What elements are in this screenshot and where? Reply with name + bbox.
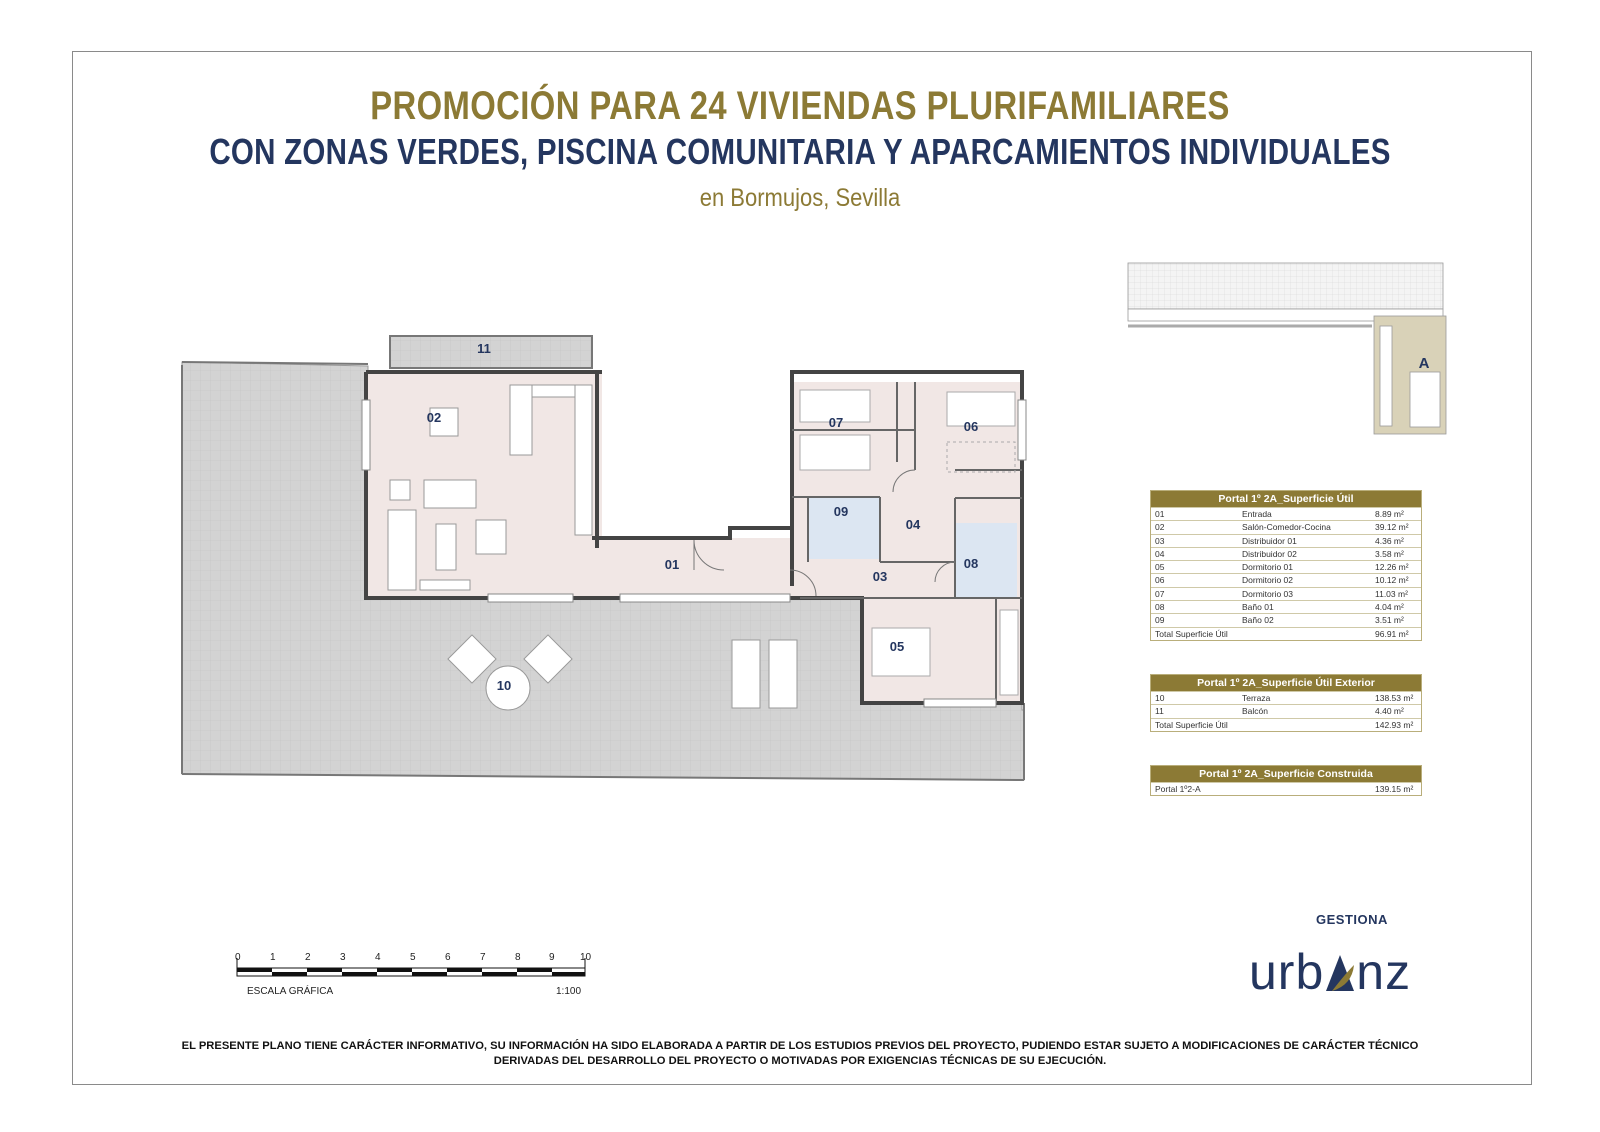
table-title: Portal 1º 2A_Superficie Útil [1151, 491, 1421, 507]
leaf-icon [1324, 947, 1356, 989]
room-label: 02 [426, 410, 442, 425]
surface-table-exterior [1150, 674, 1422, 732]
scale-tick: 6 [445, 952, 451, 963]
surface-table-util [1150, 490, 1422, 641]
page-title: PROMOCIÓN PARA 24 VIVIENDAS PLURIFAMILIARES [370, 84, 1230, 128]
table-row: 04 Distribuidor 02 3.58 m² [1151, 547, 1421, 560]
room-label: 08 [963, 556, 979, 571]
scale-tick: 7 [480, 952, 486, 963]
table-row: 06 Dormitorio 02 10.12 m² [1151, 573, 1421, 586]
room-label: 10 [496, 678, 512, 693]
room-label: 09 [833, 504, 849, 519]
table-row: 08 Baño 01 4.04 m² [1151, 600, 1421, 613]
scale-tick: 3 [340, 952, 346, 963]
page-subtitle: CON ZONAS VERDES, PISCINA COMUNITARIA Y APARCAMIENTOS INDIVIDUALES [209, 131, 1391, 172]
key-plan-label: A [1418, 355, 1430, 372]
scale-tick: 8 [515, 952, 521, 963]
balcony-11 [390, 336, 592, 368]
key-plan [1128, 263, 1446, 434]
brand-tagline: GESTIONA [1316, 912, 1388, 927]
room-label: 11 [477, 341, 491, 356]
scale-tick: 5 [410, 952, 416, 963]
table-row: 03 Distribuidor 01 4.36 m² [1151, 534, 1421, 547]
scale-tick: 2 [305, 952, 311, 963]
table-total-row: Total Superficie Útil 142.93 m² [1151, 718, 1421, 731]
scale-tick: 0 [235, 952, 241, 963]
scale-tick: 9 [549, 952, 555, 963]
scale-tick: 1 [270, 952, 276, 963]
table-row: 11 Balcón 4.40 m² [1151, 704, 1421, 717]
table-row: 10 Terraza 138.53 m² [1151, 691, 1421, 704]
table-row: 09 Baño 02 3.51 m² [1151, 613, 1421, 626]
table-row: 02 Salón-Comedor-Cocina 39.12 m² [1151, 520, 1421, 533]
room-label: 03 [872, 569, 888, 584]
scale-ratio: 1:100 [556, 986, 582, 997]
room-label: 04 [905, 517, 921, 532]
scale-tick: 10 [580, 952, 592, 963]
table-row: 07 Dormitorio 03 11.03 m² [1151, 587, 1421, 600]
table-title: Portal 1º 2A_Superficie Útil Exterior [1151, 675, 1421, 691]
room-label: 05 [889, 639, 905, 654]
table-row: Portal 1º2-A 139.15 m² [1151, 782, 1421, 795]
page-location: en Bormujos, Sevilla [699, 184, 901, 212]
room-label: 01 [664, 557, 680, 572]
disclaimer-line-1: EL PRESENTE PLANO TIENE CARÁCTER INFORMATIVO, SU INFORMACIÓN HA SIDO ELABORADA A PARTIR DE LOS ESTUDIOS PREVIOS DEL PROYECTO, PUDIENDO ESTAR SUJETO A MODIFICACIONES DE CARÁCTER TÉCNICO [181, 1040, 1419, 1052]
disclaimer-line-2: DERIVADAS DEL DESARROLLO DEL PROYECTO O MOTIVADAS POR EXIGENCIAS TÉCNICAS DE SU EJECUCIÓN. [493, 1055, 1107, 1067]
table-row: 01 Entrada 8.89 m² [1151, 507, 1421, 520]
room-label: 07 [828, 415, 844, 430]
table-row: 05 Dormitorio 01 12.26 m² [1151, 560, 1421, 573]
brand-logo: urb nz [1249, 944, 1412, 1000]
surface-table-construida [1150, 765, 1422, 796]
scale-caption: ESCALA GRÁFICA [247, 986, 334, 997]
scale-tick: 4 [375, 952, 381, 963]
table-title: Portal 1º 2A_Superficie Construida [1151, 766, 1421, 782]
table-total-row: Total Superficie Útil 96.91 m² [1151, 627, 1421, 640]
room-label: 06 [963, 419, 979, 434]
